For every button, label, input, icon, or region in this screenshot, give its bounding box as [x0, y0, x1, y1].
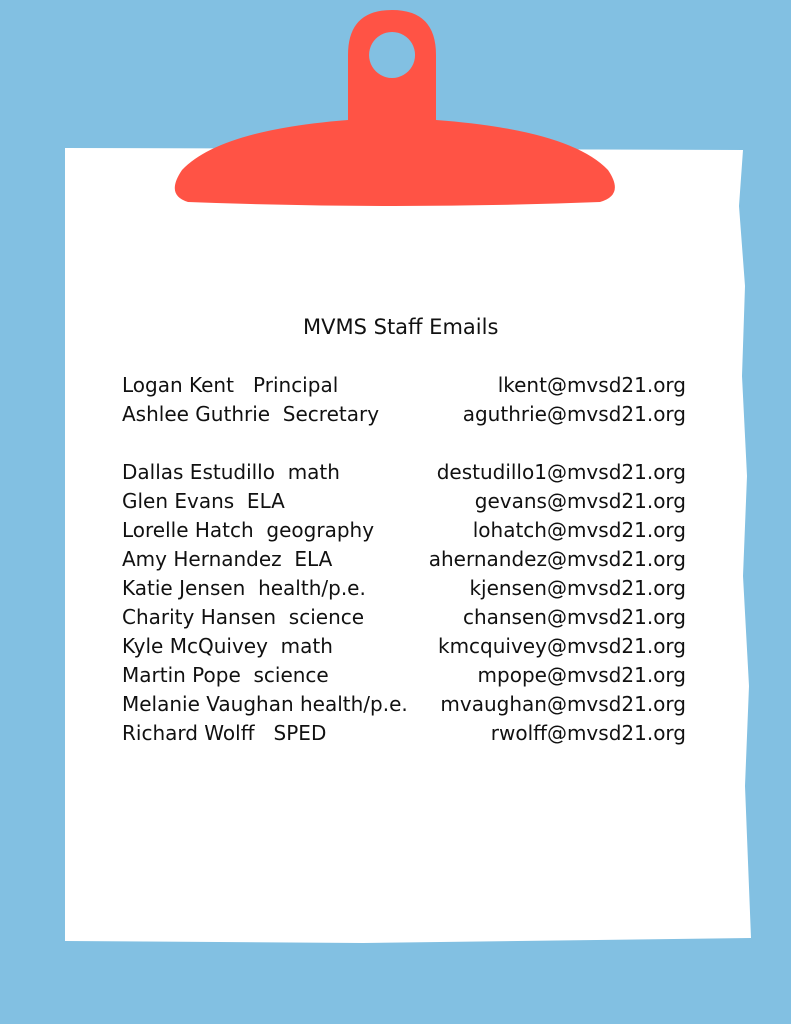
- staff-email: rwolff@mvsd21.org: [490, 721, 686, 745]
- staff-email: ahernandez@mvsd21.org: [428, 547, 686, 571]
- staff-row: [122, 605, 686, 634]
- staff-email: gevans@mvsd21.org: [474, 489, 686, 513]
- staff-row: [122, 460, 686, 489]
- staff-row: [122, 402, 686, 431]
- staff-email: aguthrie@mvsd21.org: [462, 402, 686, 426]
- staff-email: kmcquivey@mvsd21.org: [437, 634, 686, 658]
- staff-row: [122, 663, 686, 692]
- staff-email: mvaughan@mvsd21.org: [440, 692, 686, 716]
- staff-row: [122, 634, 686, 663]
- staff-name-role: Amy Hernandez ELA: [122, 547, 333, 571]
- staff-email: lohatch@mvsd21.org: [472, 518, 686, 542]
- staff-email: lkent@mvsd21.org: [497, 373, 686, 397]
- staff-name-role: Lorelle Hatch geography: [122, 518, 375, 542]
- staff-email: kjensen@mvsd21.org: [469, 576, 686, 600]
- staff-row: [122, 373, 686, 402]
- staff-row: [122, 518, 686, 547]
- staff-email: mpope@mvsd21.org: [477, 663, 686, 687]
- staff-name-role: Charity Hansen science: [122, 605, 365, 629]
- staff-name-role: Melanie Vaughan health/p.e.: [122, 692, 408, 716]
- staff-row: [122, 692, 686, 721]
- staff-email: chansen@mvsd21.org: [462, 605, 686, 629]
- clipboard-clip-icon: [170, 10, 620, 210]
- staff-name-role: Glen Evans ELA: [122, 489, 285, 513]
- staff-row: [122, 576, 686, 605]
- page-title: MVMS Staff Emails: [303, 315, 499, 339]
- staff-name-role: Martin Pope science: [122, 663, 329, 687]
- staff-name-role: Katie Jensen health/p.e.: [122, 576, 366, 600]
- staff-name-role: Dallas Estudillo math: [122, 460, 340, 484]
- staff-row: [122, 721, 686, 750]
- staff-name-role: Richard Wolff SPED: [122, 721, 327, 745]
- staff-row: [122, 547, 686, 576]
- staff-row: [122, 489, 686, 518]
- staff-email: destudillo1@mvsd21.org: [436, 460, 686, 484]
- staff-name-role: Logan Kent Principal: [122, 373, 339, 397]
- staff-name-role: Kyle McQuivey math: [122, 634, 333, 658]
- staff-name-role: Ashlee Guthrie Secretary: [122, 402, 380, 426]
